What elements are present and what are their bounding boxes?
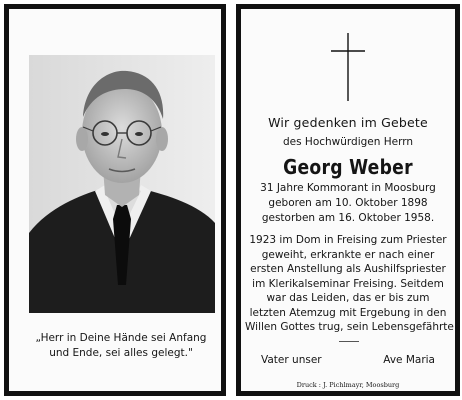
death-date-line: gestorben am 16. Oktober 1958. bbox=[261, 212, 435, 224]
quote-line: „Herr in Deine Hände sei Anfang bbox=[35, 332, 207, 344]
portrait-card bbox=[4, 4, 226, 396]
biography-line: 1923 im Dom in Freising zum Priester bbox=[249, 234, 447, 246]
biography-line: ersten Anstellung als Aushilfspriester bbox=[250, 263, 446, 275]
residence-line: 31 Jahre Kommorant in Moosburg bbox=[260, 182, 436, 194]
biography-line: war das Leiden, das er bis zum bbox=[266, 292, 430, 304]
prayer-our-father: Vater unser bbox=[261, 354, 322, 366]
prayer-hail-mary: Ave Maria bbox=[383, 354, 435, 366]
intro-line: Wir gedenken im Gebete bbox=[268, 115, 428, 130]
cross-icon bbox=[329, 33, 367, 101]
biography bbox=[245, 233, 458, 335]
biography-line: letzten Atemzug mit Ergebung in den bbox=[249, 306, 447, 319]
honorific-line: des Hochwürdigen Herrn bbox=[282, 136, 414, 148]
quote-line: und Ende, sei alles gelegt." bbox=[49, 347, 193, 359]
memorial-text-card bbox=[236, 4, 460, 396]
deceased-name: Georg Weber bbox=[283, 155, 413, 179]
divider bbox=[339, 341, 359, 342]
biography-line: Willen Gottes trug, sein Lebensgefährte. bbox=[245, 321, 458, 333]
portrait-illustration bbox=[29, 55, 215, 313]
biography-line: im Klerikalseminar Freising. Seitdem bbox=[252, 277, 444, 290]
printer-imprint: Druck : J. Pichlmayr, Moosburg bbox=[296, 381, 400, 389]
portrait-photo bbox=[29, 55, 215, 313]
birth-date-line: geboren am 10. Oktober 1898 bbox=[268, 197, 428, 209]
biography-line: geweiht, erkrankte er nach einer bbox=[261, 248, 435, 261]
memorial-quote bbox=[23, 331, 219, 361]
